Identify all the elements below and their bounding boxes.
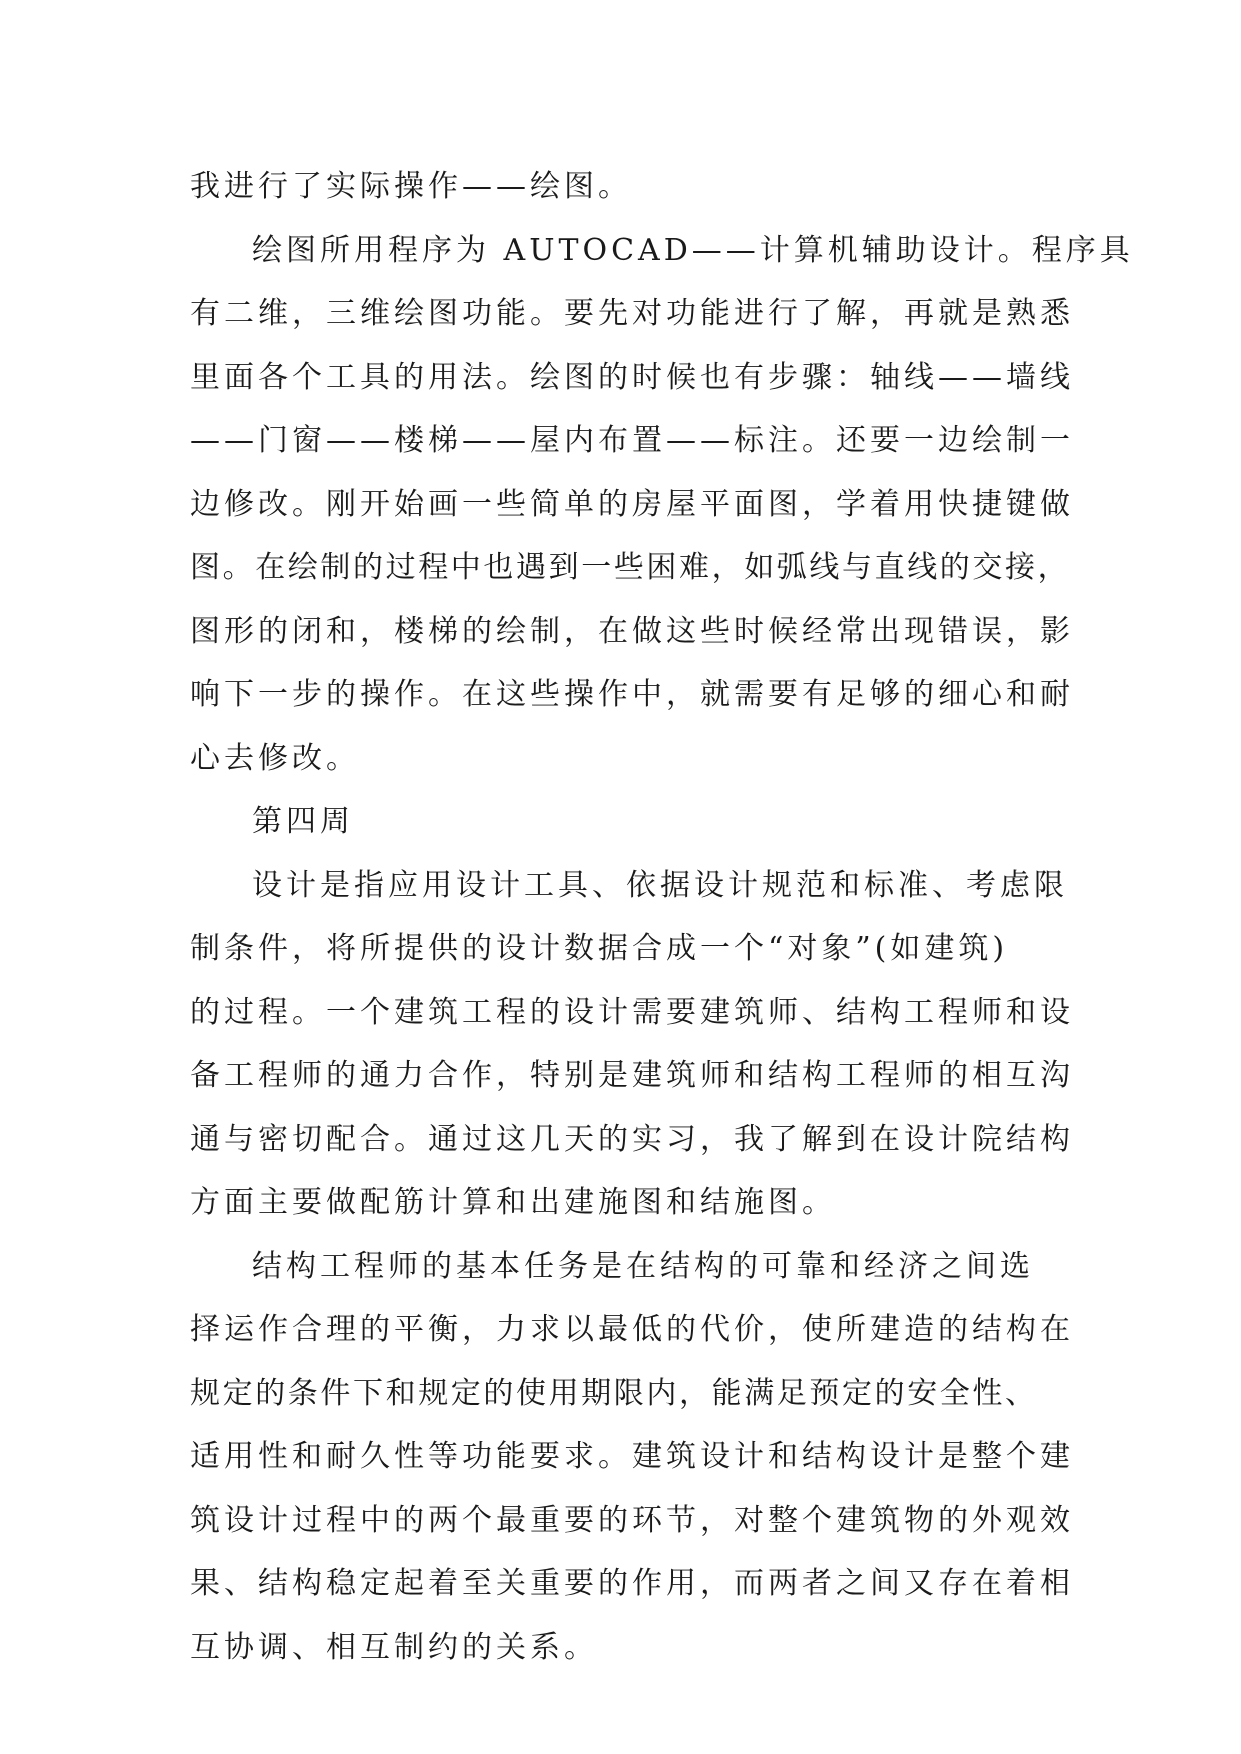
text-line: 边修改。刚开始画一些简单的房屋平面图，学着用快捷键做 [190, 486, 1074, 522]
text-line: 筑设计过程中的两个最重要的环节，对整个建筑物的外观效 [190, 1502, 1074, 1538]
text-line: 备工程师的通力合作，特别是建筑师和结构工程师的相互沟 [190, 1058, 1074, 1093]
text-line: 设计是指应用设计工具、依据设计规范和标准、考虑限 [252, 867, 1068, 903]
text-line: 有二维，三维绘图功能。要先对功能进行了解，再就是熟悉 [190, 296, 1074, 331]
text-line: 方面主要做配筋计算和出建施图和结施图。 [190, 1185, 836, 1220]
text-line: 第四周 [252, 804, 354, 839]
text-line: 绘图所用程序为 AUTOCAD——计算机辅助设计。程序具 [252, 232, 1134, 268]
text-line: 图形的闭和，楼梯的绘制，在做这些时候经常出现错误，影 [190, 613, 1074, 649]
text-line: 里面各个工具的用法。绘图的时候也有步骤：轴线——墙线 [190, 359, 1074, 395]
text-line: 择运作合理的平衡，力求以最低的代价，使所建造的结构在 [190, 1312, 1074, 1347]
text-line: 通与密切配合。通过这几天的实习，我了解到在设计院结构 [190, 1121, 1074, 1157]
text-line: 图。在绘制的过程中也遇到一些困难，如弧线与直线的交接， [190, 550, 1071, 585]
text-line: 互协调、相互制约的关系。 [190, 1629, 598, 1665]
body-text [190, 155, 1134, 1679]
text-line: 制条件，将所提供的设计数据合成一个“对象”(如建筑) [190, 931, 1009, 966]
text-line: 的过程。一个建筑工程的设计需要建筑师、结构工程师和设 [190, 994, 1074, 1030]
text-line: 适用性和耐久性等功能要求。建筑设计和结构设计是整个建 [190, 1439, 1074, 1474]
text-line: 我进行了实际操作——绘图。 [190, 169, 632, 204]
text-line: 结构工程师的基本任务是在结构的可靠和经济之间选 [252, 1248, 1034, 1284]
text-line: 响下一步的操作。在这些操作中，就需要有足够的细心和耐 [190, 677, 1074, 712]
text-line: 规定的条件下和规定的使用期限内，能满足预定的安全性、 [190, 1375, 1038, 1411]
text-line: ——门窗——楼梯——屋内布置——标注。还要一边绘制一 [190, 423, 1074, 458]
text-line: 果、结构稳定起着至关重要的作用，而两者之间又存在着相 [190, 1566, 1074, 1601]
text-line: 心去修改。 [190, 740, 360, 776]
